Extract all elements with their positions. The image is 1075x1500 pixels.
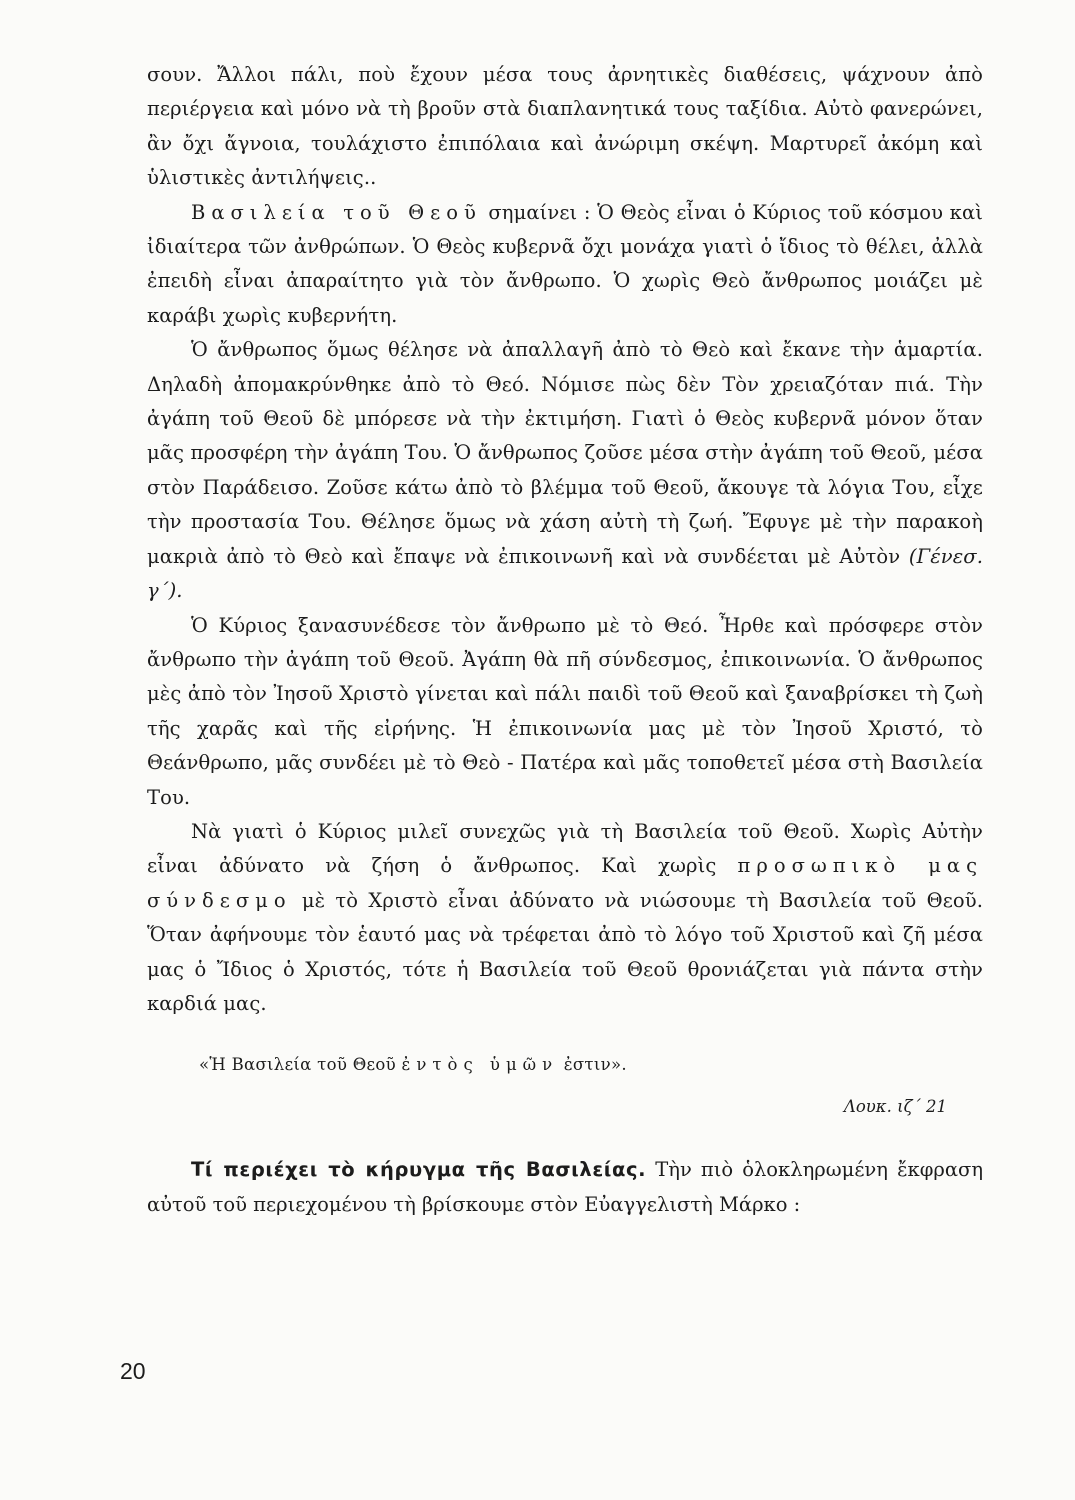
section-text: Τὴν πιὸ ὁλοκληρωμένη ἔκφραση αὐτοῦ τοῦ περιεχομένου τὴ βρίσκουμε στὸν Εὐαγγελιστὴ Μάρκο : xyxy=(147,1158,983,1216)
quote-emphasis: ἐντὸς ὑμῶν xyxy=(401,1055,559,1075)
paragraph-4 xyxy=(147,609,983,815)
quote-text xyxy=(199,1055,627,1074)
paragraph-2 xyxy=(147,196,983,334)
paragraph-5-text: Νὰ γιατὶ ὁ Κύριος μιλεῖ συνεχῶς γιὰ τὴ Βασιλεία τοῦ Θεοῦ. Χωρὶς Αὐτὴν εἶναι ἀδύνατο νὰ ζήση ὁ ἄνθρωπος. Καὶ χωρὶς xyxy=(147,819,983,878)
quote-open: «Ἡ Βασιλεία τοῦ Θεοῦ xyxy=(199,1055,402,1075)
paragraph-4-text: Ὁ Κύριος ξανασυνέδεσε τὸν ἄνθρωπο μὲ τὸ Θεό. Ἦρθε καὶ πρόσφερε στὸν ἄνθρωπο τὴν ἀγάπη τοῦ Θεοῦ. Ἀγάπη θὰ πῆ σύνδεσμος, ἐπικοινωνία. Ὁ ἄνθρωπος μὲς ἀπὸ τὸν Ἰησοῦ Χριστὸ γίνεται καὶ πάλι παιδὶ τοῦ Θεοῦ καὶ ξαναβρίσκει τὴ ζωὴ τῆς χαρᾶς καὶ τῆς εἰρήνης. Ἡ ἐπικοινωνία μας μὲ τὸν Ἰησοῦ Χριστό, τὸ Θεάνθρωπο, μᾶς συνδέει μὲ τὸ Θεὸ - Πατέρα καὶ μᾶς τοποθετεῖ μέσα στὴ Βασιλεία Του. xyxy=(147,613,983,809)
paragraph-2-text: σημαίνει : Ὁ Θεὸς εἶναι ὁ Κύριος τοῦ κόσμου καὶ ἰδιαίτερα τῶν ἀνθρώπων. Ὁ Θεὸς κυβερνᾶ ὄχι μονάχα γιατὶ ὁ ἴδιος τὸ θέλει, ἀλλὰ ἐπειδὴ εἶναι ἀπαραίτητο γιὰ τὸν ἄνθρωπο. Ὁ χωρὶς Θεὸ ἄνθρωπος μοιάζει μὲ καράβι χωρὶς κυβερνήτη. xyxy=(147,200,983,327)
page-body xyxy=(147,58,983,1242)
quote-reference: Λουκ. ιζ΄ 21 xyxy=(843,1097,947,1117)
page-number: 20 xyxy=(120,1358,146,1384)
paragraph-5-text-continued: μὲ τὸ Χριστὸ εἶναι ἀδύνατο νὰ νιώσουμε τὴ Βασιλεία τοῦ Θεοῦ. Ὅταν ἀφήνουμε τὸν ἑαυτό μας νὰ τρέφεται ἀπὸ τὸ λόγο τοῦ Χριστοῦ καὶ ζῆ μέσα μας ὁ Ἴδιος ὁ Χριστός, τότε ἡ Βασιλεία τοῦ Θεοῦ θρονιάζεται γιὰ πάντα στὴν καρδιά μας. xyxy=(147,888,983,1015)
paragraph-3 xyxy=(147,333,983,608)
section-heading: Τί περιέχει τὸ κήρυγμα τῆς Βασιλείας. xyxy=(191,1158,647,1182)
scripture-quote xyxy=(147,1049,983,1137)
paragraph-1 xyxy=(147,58,983,196)
paragraph-2-emphasis: Βασιλεία τοῦ Θεοῦ xyxy=(191,200,482,224)
paragraph-5-emphasis: προσωπικὸ μας σύνδεσμο xyxy=(147,854,983,912)
paragraph-3-reference: (Γένεσ. γ΄). xyxy=(147,544,983,603)
paragraph-5 xyxy=(147,815,983,1021)
quote-close: ἐστιν». xyxy=(558,1055,627,1075)
paragraph-1-text: σουν. Ἄλλοι πάλι, ποὺ ἔχουν μέσα τους ἀρνητικὲς διαθέσεις, ψάχνουν ἀπὸ περιέργεια καὶ μόνο νὰ τὴ βροῦν στὰ διαπλανητικά τους ταξίδια. Αὐτὸ φανερώνει, ἂν ὄχι ἄγνοια, τουλάχιστο ἐπιπόλαια καὶ ἀνώριμη σκέψη. Μαρτυρεῖ ἀκόμη καὶ ὑλιστικὲς ἀντιλήψεις.. xyxy=(147,63,983,190)
paragraph-3-text: Ὁ ἄνθρωπος ὅμως θέλησε νὰ ἀπαλλαγῆ ἀπὸ τὸ Θεὸ καὶ ἔκανε τὴν ἁμαρτία. Δηλαδὴ ἀπομακρύνθηκε ἀπὸ τὸ Θεό. Νόμισε πὼς δὲν Τὸν χρειαζόταν πιά. Τὴν ἀγάπη τοῦ Θεοῦ δὲ μπόρεσε νὰ τὴν ἐκτιμήση. Γιατὶ ὁ Θεὸς κυβερνᾶ μόνον ὅταν μᾶς προσφέρη τὴν ἀγάπη Του. Ὁ ἄνθρωπος ζοῦσε μέσα στὴν ἀγάπη τοῦ Θεοῦ, μέσα στὸν Παράδεισο. Ζοῦσε κάτω ἀπὸ τὸ βλέμμα τοῦ Θεοῦ, ἄκουγε τὰ λόγια Του, εἶχε τὴν προστασία Του. Θέλησε ὅμως νὰ χάση αὐτὴ τὴ ζωή. Ἔφυγε μὲ τὴν παρακοὴ μακριὰ ἀπὸ τὸ Θεὸ καὶ ἔπαψε νὰ ἐπικοινωνῆ καὶ νὰ συνδέεται μὲ Αὐτὸν xyxy=(147,338,983,568)
section-intro xyxy=(147,1153,983,1222)
